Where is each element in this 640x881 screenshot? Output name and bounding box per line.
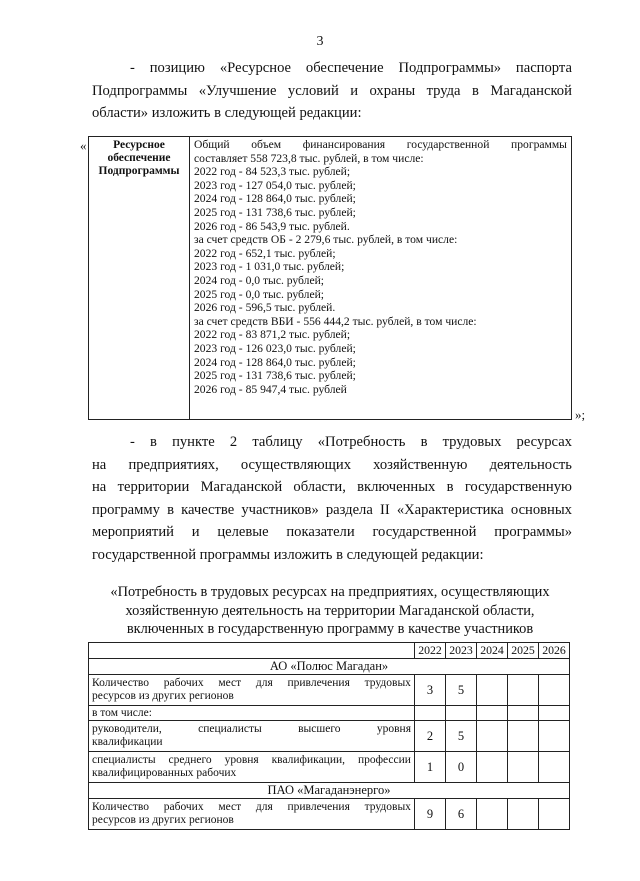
funding-line: 2023 год - 1 031,0 тыс. рублей;	[194, 260, 345, 274]
value-cell: 2	[415, 721, 446, 752]
funding-line: 2023 год - 126 023,0 тыс. рублей;	[194, 341, 356, 355]
value-cell	[539, 752, 570, 783]
para2-line-5: мероприятий и целевые показатели государственной программы»	[92, 524, 572, 540]
row-description	[89, 721, 415, 752]
year-header: 2023	[446, 643, 477, 659]
title-line-2: хозяйственную деятельность на территории Магаданской области,	[125, 602, 535, 619]
funding-line: 2022 год - 84 523,3 тыс. рублей;	[194, 165, 351, 179]
year-header: 2026	[539, 643, 570, 659]
funding-table	[88, 136, 572, 420]
funding-label-line: обеспечение	[107, 152, 171, 164]
para2-line-4: программу в качестве участников» раздела II «Характеристика основных	[92, 501, 572, 518]
intro-line-3: области» изложить в следующей редакции:	[92, 105, 362, 121]
desc-line: ресурсов из других регионов	[92, 690, 234, 702]
funding-line: 2022 год - 652,1 тыс. рублей;	[194, 246, 336, 260]
row-description	[89, 675, 415, 706]
header-row	[89, 643, 570, 659]
desc-line: Количество рабочих мест для привлечения трудовых	[92, 801, 411, 813]
value-cell	[508, 675, 539, 706]
desc-line: руководители, специалисты высшего уровня	[92, 723, 411, 735]
year-header: 2022	[415, 643, 446, 659]
funding-line: 2026 год - 85 947,4 тыс. рублей	[194, 382, 347, 396]
value-cell	[477, 675, 508, 706]
funding-line: 2025 год - 0,0 тыс. рублей;	[194, 287, 325, 301]
title-line-3: включенных в государственную программу в качестве участников	[126, 621, 534, 637]
funding-line: составляет 558 723,8 тыс. рублей, в том числе:	[194, 151, 424, 165]
table-row	[89, 675, 570, 706]
table-row	[89, 706, 570, 721]
para2-line-6: государственной программы изложить в следующей редакции:	[92, 546, 484, 563]
value-cell: 0	[446, 752, 477, 783]
row-description	[89, 752, 415, 783]
value-cell	[508, 721, 539, 752]
row-description	[89, 799, 415, 830]
value-cell	[539, 706, 570, 721]
row-description: в том числе:	[89, 706, 415, 721]
year-header: 2025	[508, 643, 539, 659]
value-cell	[477, 706, 508, 721]
table-row	[89, 752, 570, 783]
funding-line: 2025 год - 131 738,6 тыс. рублей;	[194, 205, 356, 219]
value-cell	[539, 799, 570, 830]
close-quote: »;	[575, 407, 586, 422]
needs-table	[88, 642, 570, 830]
funding-line: 2023 год - 127 054,0 тыс. рублей;	[194, 178, 356, 192]
header-blank-cell	[89, 643, 415, 659]
value-cell: 1	[415, 752, 446, 783]
funding-line: 2022 год - 83 871,2 тыс. рублей;	[194, 328, 351, 342]
funding-line: 2026 год - 86 543,9 тыс. рублей.	[194, 219, 350, 233]
funding-label-line: Ресурсное	[113, 139, 165, 151]
desc-line: квалификации	[92, 736, 163, 748]
intro-line-1: - позицию «Ресурсное обеспечение Подпрограммы» паспорта	[130, 60, 572, 76]
para2-line-3: на территории Магаданской области, включенных в государственную	[92, 479, 572, 495]
value-cell	[477, 752, 508, 783]
open-quote: «	[80, 138, 87, 153]
funding-line: 2024 год - 0,0 тыс. рублей;	[194, 273, 325, 287]
intro-line-2: Подпрограммы «Улучшение условий и охраны труда в Магаданской	[92, 82, 572, 99]
desc-line: специалисты среднего уровня квалификации, профессии	[92, 754, 411, 766]
funding-line: 2024 год - 128 864,0 тыс. рублей;	[194, 355, 356, 369]
table-row	[89, 721, 570, 752]
org-row	[89, 659, 570, 675]
funding-label-cell	[89, 137, 190, 420]
funding-line: Общий объем финансирования государственной программы	[194, 138, 567, 151]
org-name: АО «Полюс Магадан»	[89, 659, 570, 675]
intro-paragraph	[92, 57, 572, 125]
value-cell: 5	[446, 675, 477, 706]
desc-line: ресурсов из других регионов	[92, 814, 234, 826]
table-row	[89, 799, 570, 830]
paragraph-2	[92, 431, 572, 566]
funding-line: за счет средств ВБИ - 556 444,2 тыс. рублей, в том числе:	[194, 314, 477, 328]
needs-table-title	[80, 583, 580, 639]
value-cell	[539, 675, 570, 706]
value-cell	[477, 799, 508, 830]
value-cell	[415, 706, 446, 721]
value-cell	[508, 752, 539, 783]
org-name: ПАО «Магаданэнерго»	[89, 783, 570, 799]
funding-values-cell	[190, 137, 572, 420]
value-cell: 9	[415, 799, 446, 830]
page-number: 3	[316, 34, 324, 49]
value-cell	[477, 721, 508, 752]
funding-line: 2025 год - 131 738,6 тыс. рублей;	[194, 369, 356, 383]
org-row	[89, 783, 570, 799]
funding-line: 2026 год - 596,5 тыс. рублей.	[194, 301, 336, 315]
value-cell	[539, 721, 570, 752]
value-cell: 3	[415, 675, 446, 706]
value-cell	[508, 706, 539, 721]
desc-line: квалифицированных рабочих	[92, 767, 237, 779]
para2-line-2: на предприятиях, осуществляющих хозяйственную деятельность	[92, 456, 572, 473]
funding-line: за счет средств ОБ - 2 279,6 тыс. рублей, в том числе:	[194, 233, 458, 247]
desc-line: Количество рабочих мест для привлечения трудовых	[92, 677, 411, 689]
year-header: 2024	[477, 643, 508, 659]
value-cell: 5	[446, 721, 477, 752]
value-cell	[446, 706, 477, 721]
value-cell	[508, 799, 539, 830]
para2-line-1: - в пункте 2 таблицу «Потребность в трудовых ресурсах	[130, 434, 572, 450]
value-cell: 6	[446, 799, 477, 830]
title-line-1: «Потребность в трудовых ресурсах на предприятиях, осуществляющих	[110, 584, 550, 600]
funding-label-line: Подпрограммы	[98, 165, 180, 177]
funding-line: 2024 год - 128 864,0 тыс. рублей;	[194, 192, 356, 206]
